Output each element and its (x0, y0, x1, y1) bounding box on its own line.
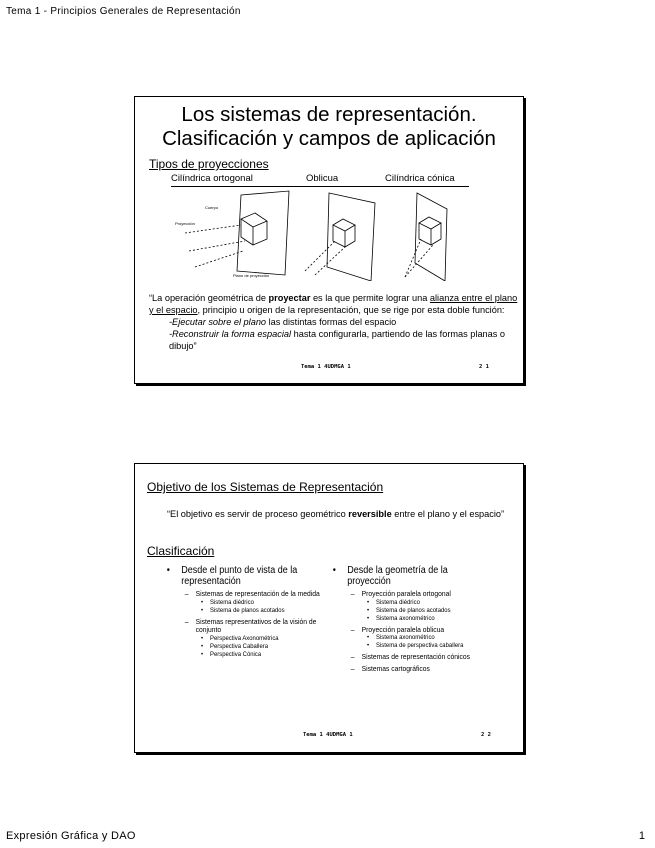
list-item: • Perspectiva Axonométrica (201, 634, 279, 642)
oblique-projection-figure (305, 193, 375, 281)
classification-heading: Clasificación (147, 544, 215, 558)
projection-label-oblique: Oblicua (306, 173, 339, 184)
list-item: – Proyección paralela oblicua (350, 624, 445, 634)
slide-1-title-line-1: Los sistemas de representación. (181, 103, 477, 126)
quote-bullet-1: -Ejecutar sobre el plano las distintas formas del espacio (169, 317, 397, 327)
projection-label-orthogonal: Cilíndrica ortogonal (171, 173, 253, 184)
page-number: 1 (638, 830, 645, 842)
slide-1-title (135, 103, 523, 151)
header-rule (171, 186, 469, 187)
list-item: • Desde el punto de vista de la representación (166, 565, 298, 587)
list-item: – Sistemas de representación cónicos (350, 652, 471, 661)
orthogonal-projection-figure (175, 191, 289, 278)
slide-2-number: 2 2 (481, 732, 491, 738)
list-item: – Sistemas de representación de la medida (184, 589, 320, 598)
page-footer: Expresión Gráfica y DAO (6, 830, 136, 842)
slide-2-quote: “El objetivo es servir de proceso geométrico reversible entre el plano y el espacio” (167, 509, 505, 519)
list-item: – Sistemas representativos de la visión de conjunto (184, 616, 317, 634)
slide-1-footer: Tema 1 4UDMGA 1 (301, 364, 351, 370)
list-item: • Sistema de planos acotados (367, 606, 451, 614)
slide-1-quote (149, 292, 519, 352)
list-item: – Sistemas cartográficos (350, 663, 430, 673)
classification-left-column (165, 565, 341, 659)
slide-2-heading: Objetivo de los Sistemas de Representación (147, 480, 384, 494)
svg-text:Plano de proyección: Plano de proyección (233, 273, 270, 278)
list-item: • Sistema diédrico (201, 598, 254, 606)
list-item: • Sistema diédrico (367, 598, 420, 606)
slide-1-number: 2 1 (479, 364, 489, 370)
list-item: • Perspectiva Caballera (201, 642, 269, 650)
slide-1-title-line-2: Clasificación y campos de aplicación (162, 127, 496, 150)
quote-bullet-2: -Reconstruir la forma espacial hasta configurarla, partiendo de las formas planas o dibujo” (169, 329, 506, 351)
svg-text:Cuerpo: Cuerpo (205, 205, 219, 210)
svg-text:Proyección: Proyección (175, 221, 195, 226)
list-item: – Proyección paralela ortogonal (350, 589, 451, 598)
classification-right-column (331, 565, 507, 673)
conic-projection-figure (405, 193, 447, 281)
projection-illustrations (165, 189, 485, 281)
slide-2-footer: Tema 1 4UDMGA 1 (303, 732, 353, 738)
projection-label-conic: Cilíndrica cónica (385, 173, 455, 184)
list-item: • Sistema axonométrico (367, 614, 435, 622)
list-item: • Sistema axonométrico (367, 634, 435, 641)
list-item: • Sistema de planos acotados (201, 606, 285, 614)
list-item: • Desde la geometría de la proyección (332, 565, 448, 587)
slide-1-subtitle: Tipos de proyecciones (149, 157, 269, 171)
page-header: Tema 1 - Principios Generales de Representación (6, 6, 241, 17)
slide-1 (134, 96, 524, 384)
list-item: • Sistema de perspectiva caballera (367, 642, 464, 649)
slide-2 (134, 463, 524, 753)
quote-paragraph: “La operación geométrica de proyectar es la que permite lograr una alianza entre el plano y el espacio, principio u origen de la representación, que se rige por esta doble función: (149, 293, 518, 315)
list-item: • Perspectiva Cónica (201, 650, 262, 658)
